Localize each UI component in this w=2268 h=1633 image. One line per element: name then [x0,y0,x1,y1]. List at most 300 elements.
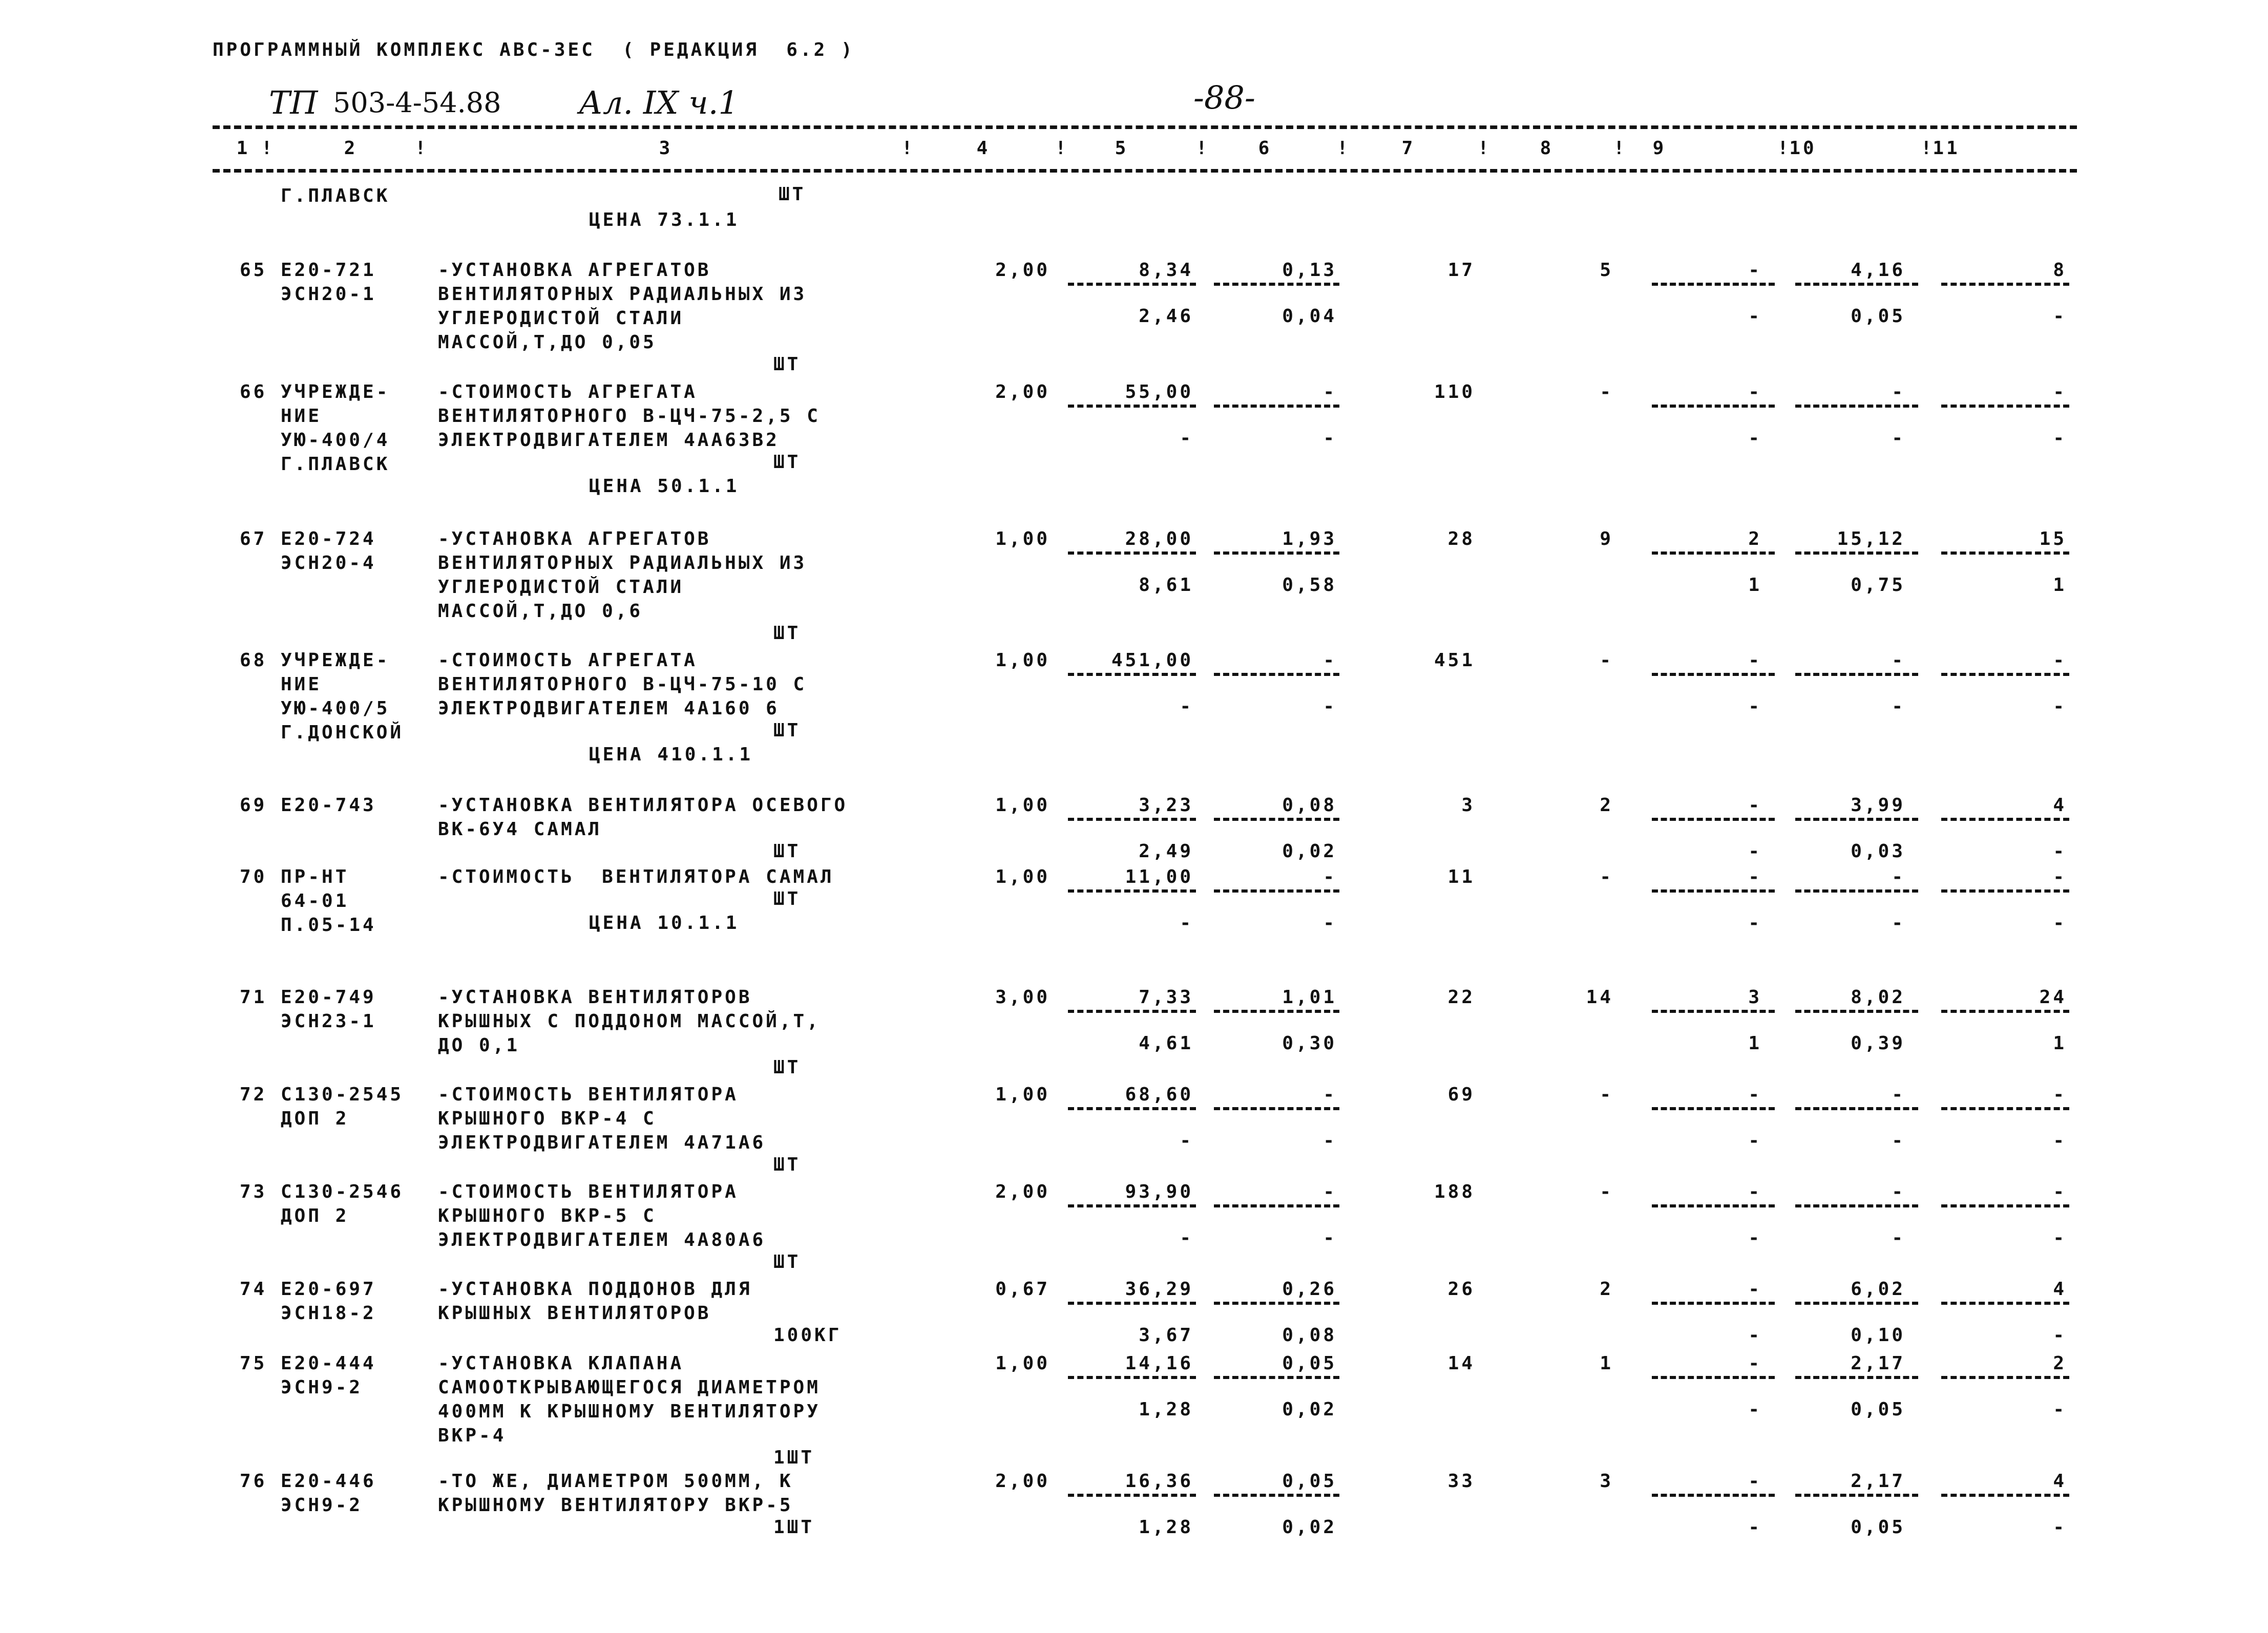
col5-value: 11,00 [1125,866,1193,887]
cell-divider [1214,889,1339,893]
col5-value-sub: - [1180,428,1193,449]
col7-value: 451 [1434,650,1475,671]
row-description: 400ММ К КРЫШНОМУ ВЕНТИЛЯТОРУ [438,1401,821,1422]
col9-value-sub: - [1748,696,1762,717]
col4-value: 2,00 [995,1471,1050,1492]
col5-value-sub: 2,49 [1139,841,1193,862]
col6-value-sub: 0,08 [1282,1325,1337,1346]
col11-value: 8 [2053,260,2067,281]
col8-value: - [1600,1084,1613,1105]
column-separator: ! [1613,138,1627,159]
cell-divider [1795,1204,1918,1207]
row-description: -УСТАНОВКА ПОДДОНОВ ДЛЯ [438,1279,752,1300]
cell-divider [1941,889,2069,893]
col7-value: 110 [1434,381,1475,402]
col11-value-sub: - [2053,1399,2067,1420]
row-code: С130-2546 [281,1181,404,1202]
col11-value-sub: - [2053,428,2067,449]
row-code: Е20-444 [281,1353,376,1374]
col5-value-sub: 2,46 [1139,306,1193,327]
row-number: 72 [240,1084,267,1105]
col7-value: 22 [1447,987,1475,1008]
cell-divider [1068,283,1196,286]
col11-value-sub: - [2053,1227,2067,1248]
cell-divider [1652,1376,1775,1379]
row-description: ЭЛЕКТРОДВИГАТЕЛЕМ 4А160 6 [438,698,780,719]
row-unit: ШТ [773,1252,801,1273]
col6-value-sub: 0,04 [1282,306,1337,327]
cell-divider [1214,818,1339,821]
row-unit: ШТ [773,841,801,862]
col6-value: - [1323,650,1337,671]
row-description: МАССОЙ,Т,ДО 0,05 [438,332,657,353]
row-description: УГЛЕРОДИСТОЙ СТАЛИ [438,308,684,329]
cell-divider [1214,405,1339,408]
column-number: 4 [976,138,991,159]
col4-value: 1,00 [995,866,1050,887]
cell-divider [1068,1302,1196,1305]
row-code: НИЕ [281,674,322,695]
cell-divider [1068,1107,1196,1110]
col5-value-sub: - [1180,913,1193,934]
cell-divider [1652,889,1775,893]
cell-divider [1795,552,1918,555]
col4-value: 1,00 [995,650,1050,671]
cell-divider [1652,1494,1775,1497]
row-description: -СТОИМОСТЬ ВЕНТИЛЯТОРА [438,1084,739,1105]
col9-value-sub: - [1748,306,1762,327]
col5-value: 16,36 [1125,1471,1193,1492]
row-number: 71 [240,987,267,1008]
col11-value: - [2053,866,2067,887]
row-unit: ШТ [773,720,801,741]
col10-value-sub: - [1892,1227,1905,1248]
col10-value-sub: 0,75 [1851,575,1905,596]
cell-divider [1652,405,1775,408]
cell-divider [1795,1302,1918,1305]
row-code: Г.ДОНСКОЙ [281,722,404,743]
column-number: 11 [1933,138,1960,159]
col9-value-sub: - [1748,1325,1762,1346]
col11-value: - [2053,650,2067,671]
col11-value: - [2053,381,2067,402]
cell-divider [1214,1107,1339,1110]
row-description: КРЫШНЫХ ВЕНТИЛЯТОРОВ [438,1303,711,1324]
col6-value-sub: 0,58 [1282,575,1337,596]
row-unit: ШТ [773,452,801,473]
row-description: КРЫШНЫХ С ПОДДОНОМ МАССОЙ,Т, [438,1011,821,1032]
col5-value: 8,34 [1139,260,1193,281]
col4-value: 3,00 [995,987,1050,1008]
col6-value-sub: - [1323,913,1337,934]
col9-value-sub: 1 [1748,1033,1762,1054]
column-separator: ! [1196,138,1210,159]
row-code: ЭСН20-4 [281,553,376,574]
col9-value: - [1748,1279,1762,1300]
cell-divider [1214,673,1339,676]
col5-value-sub: - [1180,1227,1193,1248]
row-code: ЭСН23-1 [281,1011,376,1032]
col5-value: 14,16 [1125,1353,1193,1374]
cell-divider [1795,818,1918,821]
col6-value-sub: 0,02 [1282,1517,1337,1538]
cell-divider [1795,283,1918,286]
column-number: 5 [1115,138,1129,159]
row-description: -УСТАНОВКА АГРЕГАТОВ [438,528,711,549]
cell-divider [1941,1204,2069,1207]
col10-value: 2,17 [1851,1353,1905,1374]
cell-divider [1068,1494,1196,1497]
col4-value: 1,00 [995,1353,1050,1374]
cell-divider [1068,1010,1196,1013]
cell-divider [1795,1107,1918,1110]
row-code: Е20-697 [281,1279,376,1300]
cell-divider [1795,1010,1918,1013]
col10-value-sub: 0,05 [1851,306,1905,327]
row-description: ЭЛЕКТРОДВИГАТЕЛЕМ 4А80А6 [438,1229,766,1250]
cell-divider [1941,283,2069,286]
col11-value: 2 [2053,1353,2067,1374]
row-code: С130-2545 [281,1084,404,1105]
row-code: УЮ-400/5 [281,698,390,719]
row-unit: 100КГ [773,1325,842,1346]
col7-value: 14 [1447,1353,1475,1374]
doc-code: 503-4-54.88 [333,87,501,119]
row-number: 74 [240,1279,267,1300]
row-code: Е20-724 [281,528,376,549]
row-code: 64-01 [281,890,349,911]
cell-divider [1795,673,1918,676]
row-description: МАССОЙ,Т,ДО 0,6 [438,601,643,622]
col5-value: 55,00 [1125,381,1193,402]
row-code: ЭСН18-2 [281,1303,376,1324]
col11-value: - [2053,1181,2067,1202]
col9-value: - [1748,866,1762,887]
col5-value-sub: 1,28 [1139,1517,1193,1538]
row-unit: ШТ [773,354,801,375]
col6-value: - [1323,866,1337,887]
col6-value-sub: - [1323,1130,1337,1151]
col10-value: - [1892,650,1905,671]
column-separator: ! [1777,138,1791,159]
col8-value: - [1600,866,1613,887]
cell-divider [1068,673,1196,676]
col5-value: 36,29 [1125,1279,1193,1300]
page-number: -88- [1193,79,1255,116]
row-description: ДО 0,1 [438,1035,520,1056]
column-number: 1 [236,138,250,159]
col5-value-sub: - [1180,696,1193,717]
cell-divider [1214,283,1339,286]
col10-value: 15,12 [1837,528,1905,549]
col9-value-sub: - [1748,913,1762,934]
col10-value: - [1892,381,1905,402]
col10-value: 3,99 [1851,795,1905,816]
col10-value: - [1892,1181,1905,1202]
col6-value: 0,13 [1282,260,1337,281]
col6-value: 0,08 [1282,795,1337,816]
row-number: 75 [240,1353,267,1374]
col10-value-sub: 0,39 [1851,1033,1905,1054]
row-number: 73 [240,1181,267,1202]
cell-divider [1068,405,1196,408]
col5-value-sub: 1,28 [1139,1399,1193,1420]
col11-value-sub: 1 [2053,1033,2067,1054]
row-code: Е20-749 [281,987,376,1008]
col7-value: 28 [1447,528,1475,549]
cell-divider [1795,1494,1918,1497]
row-number: 76 [240,1471,267,1492]
col7-value: 3 [1461,795,1475,816]
col6-value-sub: - [1323,696,1337,717]
cell-divider [1941,1302,2069,1305]
col10-value-sub: - [1892,696,1905,717]
row-number: 67 [240,528,267,549]
col9-value: - [1748,795,1762,816]
row-code: Е20-743 [281,795,376,816]
col4-value: 1,00 [995,528,1050,549]
col9-value: - [1748,1353,1762,1374]
cell-divider [1068,889,1196,893]
prev-entry-price: ЦЕНА 73.1.1 [589,209,740,230]
col4-value: 2,00 [995,260,1050,281]
cell-divider [1652,1010,1775,1013]
col11-value-sub: - [2053,1130,2067,1151]
col5-value-sub: 8,61 [1139,575,1193,596]
col9-value: - [1748,381,1762,402]
row-number: 69 [240,795,267,816]
cell-divider [1214,552,1339,555]
row-unit: ШТ [773,1154,801,1175]
row-description: КРЫШНОГО ВКР-5 С [438,1205,657,1226]
row-price-note: ЦЕНА 10.1.1 [589,913,740,934]
col6-value: 0,05 [1282,1471,1337,1492]
row-description: -СТОИМОСТЬ АГРЕГАТА [438,650,698,671]
col8-value: 3 [1600,1471,1613,1492]
col11-value-sub: - [2053,1517,2067,1538]
row-code: УЧРЕЖДЕ- [281,381,390,402]
column-number: 3 [659,138,673,159]
col6-value-sub: - [1323,428,1337,449]
cell-divider [1652,1204,1775,1207]
cell-divider [1652,673,1775,676]
col9-value-sub: - [1748,1227,1762,1248]
col8-value: - [1600,650,1613,671]
col6-value: 0,05 [1282,1353,1337,1374]
cell-divider [1941,1107,2069,1110]
row-description: САМООТКРЫВАЮЩЕГОСЯ ДИАМЕТРОМ [438,1377,821,1398]
col5-value: 3,23 [1139,795,1193,816]
prev-entry-unit: ШТ [779,184,806,205]
col10-value: 8,02 [1851,987,1905,1008]
col11-value: 4 [2053,1471,2067,1492]
cell-divider [1652,552,1775,555]
cell-divider [1941,818,2069,821]
col7-value: 33 [1447,1471,1475,1492]
col10-value-sub: - [1892,913,1905,934]
col8-value: 9 [1600,528,1613,549]
cell-divider [1652,1302,1775,1305]
row-number: 68 [240,650,267,671]
cell-divider [1214,1494,1339,1497]
col9-value: - [1748,1084,1762,1105]
row-code: ДОП 2 [281,1108,349,1129]
col8-value: - [1600,381,1613,402]
cell-divider [1214,1204,1339,1207]
col5-value: 28,00 [1125,528,1193,549]
row-code: ДОП 2 [281,1205,349,1226]
col6-value: 0,26 [1282,1279,1337,1300]
cell-divider [1941,673,2069,676]
col7-value: 17 [1447,260,1475,281]
col8-value: 2 [1600,795,1613,816]
row-description: УГЛЕРОДИСТОЙ СТАЛИ [438,577,684,598]
row-unit: ШТ [773,888,801,909]
cell-divider [1068,818,1196,821]
doc-series: ТП [269,84,318,121]
col10-value: - [1892,866,1905,887]
col10-value: 6,02 [1851,1279,1905,1300]
col4-value: 2,00 [995,381,1050,402]
col10-value-sub: - [1892,428,1905,449]
col10-value-sub: - [1892,1130,1905,1151]
row-description: ЭЛЕКТРОДВИГАТЕЛЕМ 4А71А6 [438,1132,766,1153]
col9-value: - [1748,1471,1762,1492]
col6-value-sub: 0,02 [1282,1399,1337,1420]
row-description: -УСТАНОВКА ВЕНТИЛЯТОРА ОСЕВОГО [438,795,848,816]
col10-value: 4,16 [1851,260,1905,281]
col6-value: - [1323,1181,1337,1202]
col10-value-sub: 0,10 [1851,1325,1905,1346]
col5-value-sub: 4,61 [1139,1033,1193,1054]
col11-value-sub: 1 [2053,575,2067,596]
row-code: ЭСН9-2 [281,1495,363,1516]
row-description: -СТОИМОСТЬ ВЕНТИЛЯТОРА [438,1181,739,1202]
col9-value-sub: - [1748,1130,1762,1151]
column-separator: ! [1055,138,1069,159]
column-number: 10 [1789,138,1817,159]
row-number: 70 [240,866,267,887]
cell-divider [1652,818,1775,821]
col9-value-sub: - [1748,841,1762,862]
row-code: ЭСН20-1 [281,284,376,305]
row-description: КРЫШНОГО ВКР-4 С [438,1108,657,1129]
col8-value: 5 [1600,260,1613,281]
row-description: ВЕНТИЛЯТОРНОГО В-ЦЧ-75-10 С [438,674,807,695]
col11-value: - [2053,1084,2067,1105]
row-unit: ШТ [773,623,801,644]
col11-value-sub: - [2053,913,2067,934]
doc-part: Ал. IX ч.1 [579,84,739,121]
row-description: -СТОИМОСТЬ ВЕНТИЛЯТОРА САМАЛ [438,866,834,887]
column-separator: ! [415,138,429,159]
col5-value-sub: 3,67 [1139,1325,1193,1346]
col10-value-sub: 0,05 [1851,1517,1905,1538]
col9-value: 3 [1748,987,1762,1008]
cell-divider [1652,1107,1775,1110]
col6-value-sub: - [1323,1227,1337,1248]
column-number: 7 [1401,138,1416,159]
cell-divider [1214,1376,1339,1379]
row-code: ПР-НТ [281,866,349,887]
col11-value-sub: - [2053,306,2067,327]
row-price-note: ЦЕНА 410.1.1 [589,744,753,765]
col4-value: 0,67 [995,1279,1050,1300]
row-code: ЭСН9-2 [281,1377,363,1398]
row-number: 66 [240,381,267,402]
col5-value: 68,60 [1125,1084,1193,1105]
cell-divider [1795,405,1918,408]
col9-value-sub: - [1748,1517,1762,1538]
col10-value: 2,17 [1851,1471,1905,1492]
col6-value-sub: 0,02 [1282,841,1337,862]
cell-divider [1941,405,2069,408]
column-separator: ! [1921,138,1935,159]
col9-value: - [1748,1181,1762,1202]
col6-value: - [1323,381,1337,402]
cell-divider [1068,1376,1196,1379]
col7-value: 11 [1447,866,1475,887]
col7-value: 69 [1447,1084,1475,1105]
col4-value: 1,00 [995,795,1050,816]
col9-value: - [1748,650,1762,671]
col7-value: 188 [1434,1181,1475,1202]
cell-divider [1941,552,2069,555]
row-unit: 1ШТ [773,1517,815,1538]
col8-value: 14 [1586,987,1613,1008]
cell-divider [1795,1376,1918,1379]
col11-value-sub: - [2053,1325,2067,1346]
row-description: ВЕНТИЛЯТОРНЫХ РАДИАЛЬНЫХ ИЗ [438,553,807,574]
row-description: -УСТАНОВКА ВЕНТИЛЯТОРОВ [438,987,752,1008]
col4-value: 2,00 [995,1181,1050,1202]
column-separator: ! [901,138,915,159]
col5-value-sub: - [1180,1130,1193,1151]
row-description: -УСТАНОВКА АГРЕГАТОВ [438,260,711,281]
col8-value: 1 [1600,1353,1613,1374]
column-separator: ! [1337,138,1351,159]
col5-value: 451,00 [1111,650,1193,671]
col5-value: 7,33 [1139,987,1193,1008]
col9-value-sub: - [1748,1399,1762,1420]
row-unit: 1ШТ [773,1447,815,1468]
col10-value-sub: 0,05 [1851,1399,1905,1420]
prev-entry-code: Г.ПЛАВСК [281,185,390,206]
col6-value: - [1323,1084,1337,1105]
col10-value-sub: 0,03 [1851,841,1905,862]
col9-value: - [1748,260,1762,281]
row-description: ВЕНТИЛЯТОРНОГО В-ЦЧ-75-2,5 С [438,406,821,427]
col9-value-sub: 1 [1748,575,1762,596]
col11-value-sub: - [2053,841,2067,862]
col11-value: 4 [2053,1279,2067,1300]
cell-divider [1941,1010,2069,1013]
row-code: П.05-14 [281,915,376,936]
cell-divider [1652,283,1775,286]
col5-value: 93,90 [1125,1181,1193,1202]
col6-value-sub: 0,30 [1282,1033,1337,1054]
col9-value-sub: - [1748,428,1762,449]
column-number: 6 [1258,138,1272,159]
col11-value-sub: - [2053,696,2067,717]
row-description: -ТО ЖЕ, ДИАМЕТРОМ 500ММ, К [438,1471,793,1492]
row-code: Е20-721 [281,260,376,281]
row-description: -СТОИМОСТЬ АГРЕГАТА [438,381,698,402]
row-code: Е20-446 [281,1471,376,1492]
cell-divider [1068,1204,1196,1207]
col6-value: 1,01 [1282,987,1337,1008]
row-description: -УСТАНОВКА КЛАПАНА [438,1353,684,1374]
